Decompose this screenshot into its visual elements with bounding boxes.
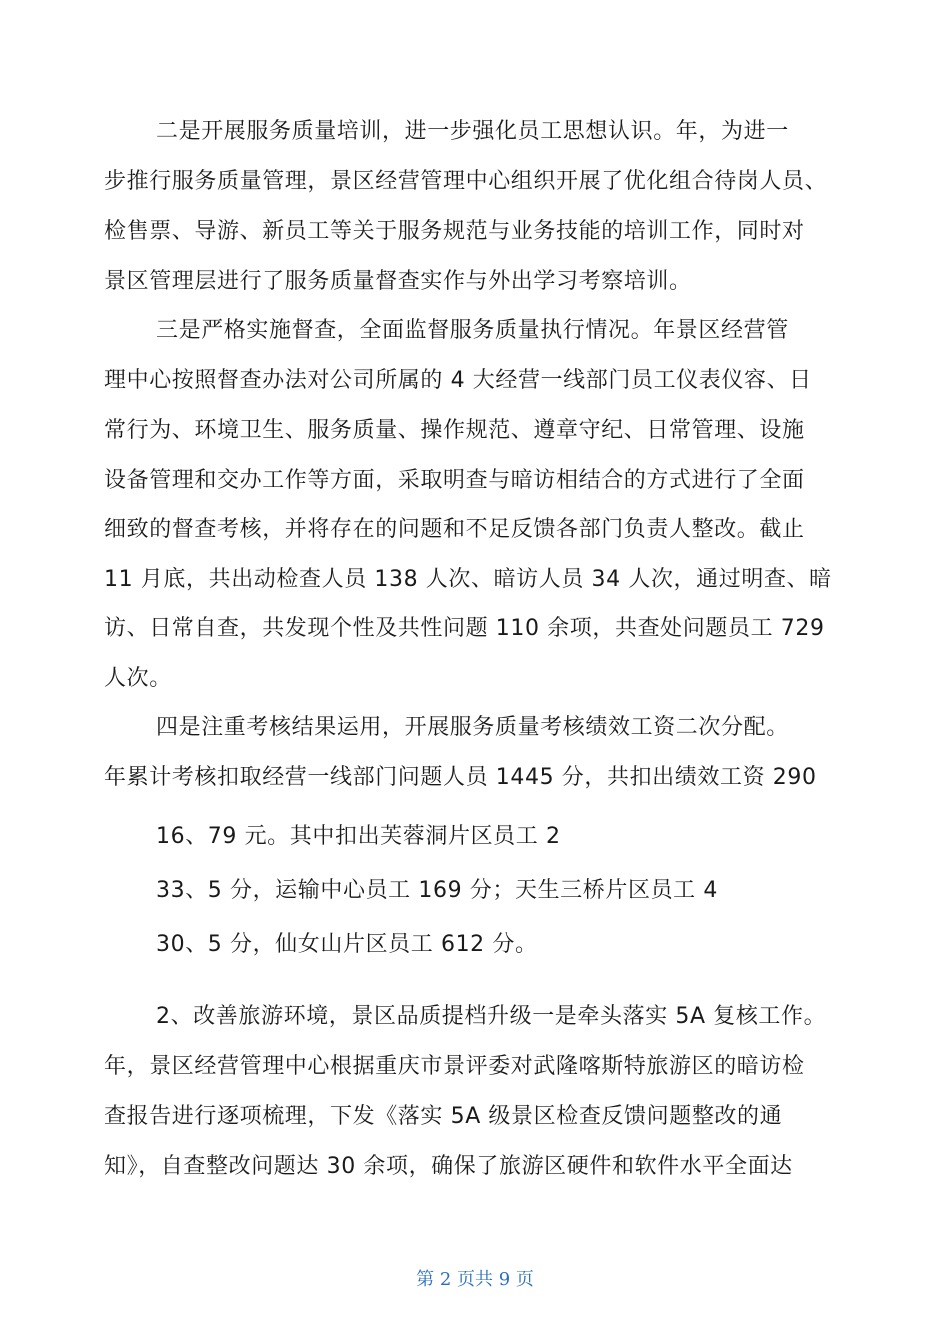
paragraph-2-line-5: 细致的督查考核，并将存在的问题和不足反馈各部门负责人整改。截止 (104, 517, 805, 542)
paragraph-2-line-6: 11 月底，共出动检查人员 138 人次、暗访人员 34 人次，通过明查、暗 (104, 567, 832, 592)
paragraph-2-line-7: 访、日常自查，共发现个性及共性问题 110 余项，共查处问题员工 729 (104, 616, 825, 641)
paragraph-2-line-1: 三是严格实施督查，全面监督服务质量执行情况。年景区经营管 (156, 318, 789, 343)
paragraph-2-line-8: 人次。 (104, 666, 172, 691)
paragraph-2-line-3: 常行为、环境卫生、服务质量、操作规范、遵章守纪、日常管理、设施 (104, 418, 805, 443)
paragraph-7-line-4: 知》，自查整改问题达 30 余项，确保了旅游区硬件和软件水平全面达 (104, 1154, 793, 1179)
paragraph-2-line-4: 设备管理和交办工作等方面，采取明查与暗访相结合的方式进行了全面 (104, 468, 805, 493)
paragraph-3-line-2: 年累计考核扣取经营一线部门问题人员 1445 分，共扣出绩效工资 290 (104, 765, 817, 790)
paragraph-6-line-1: 30、5 分，仙女山片区员工 612 分。 (156, 932, 538, 957)
page-number-footer: 第 2 页共 9 页 (416, 1269, 534, 1290)
paragraph-1-line-4: 景区管理层进行了服务质量督查实作与外出学习考察培训。 (104, 269, 692, 294)
paragraph-7-line-1: 2、改善旅游环境，景区品质提档升级一是牵头落实 5A 复核工作。 (156, 1004, 827, 1029)
paragraph-2-line-2: 理中心按照督查办法对公司所属的 4 大经营一线部门员工仪表仪容、日 (104, 368, 812, 393)
paragraph-7-line-3: 查报告进行逐项梳理，下发《落实 5A 级景区检查反馈问题整改的通 (104, 1104, 783, 1129)
paragraph-1-line-1: 二是开展服务质量培训，进一步强化员工思想认识。年，为进一 (156, 119, 789, 144)
paragraph-3-line-1: 四是注重考核结果运用，开展服务质量考核绩效工资二次分配。 (156, 715, 789, 740)
paragraph-1-line-3: 检售票、导游、新员工等关于服务规范与业务技能的培训工作，同时对 (104, 219, 805, 244)
paragraph-4-line-1: 16、79 元。其中扣出芙蓉洞片区员工 2 (156, 824, 561, 849)
paragraph-5-line-1: 33、5 分，运输中心员工 169 分；天生三桥片区员工 4 (156, 878, 718, 903)
paragraph-7-line-2: 年，景区经营管理中心根据重庆市景评委对武隆喀斯特旅游区的暗访检 (104, 1054, 805, 1079)
paragraph-1-line-2: 步推行服务质量管理，景区经营管理中心组织开展了优化组合待岗人员、 (104, 169, 828, 194)
